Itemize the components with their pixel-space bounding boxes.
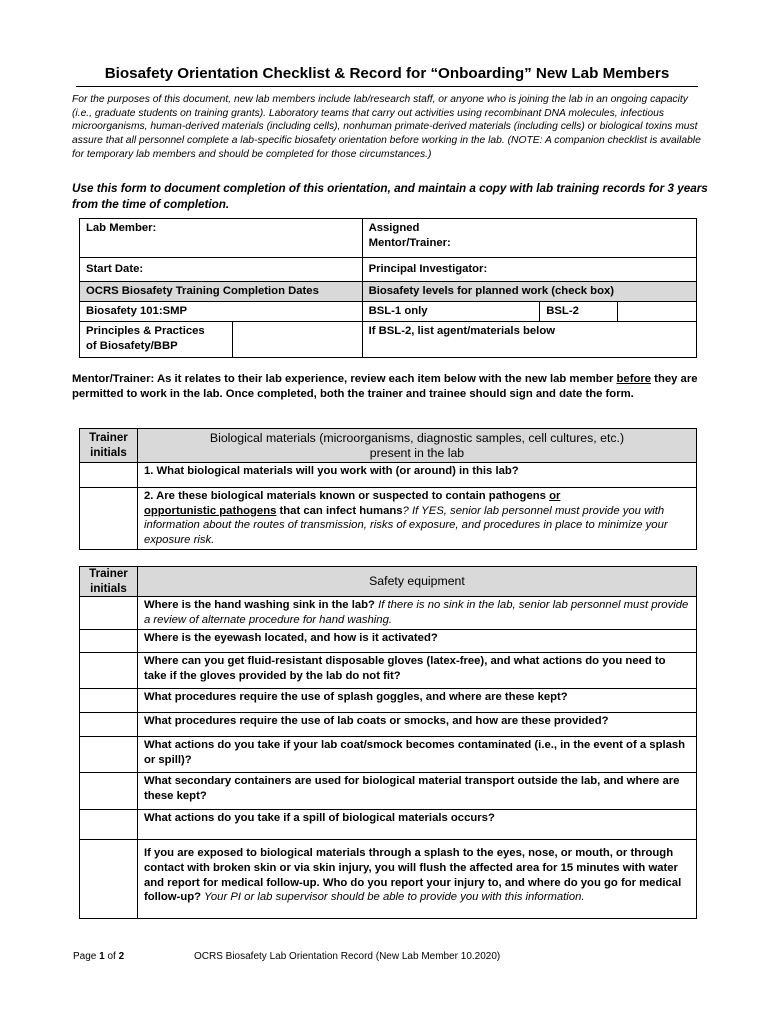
q-exposure-text: If you are exposed to biological materials through a splash to the eyes, nose, or mouth, or through contact with broken skin or via skin injury, you will flush the affected area for 15 minutes with water and report for medical follow-up. Who do you report your injury to, and where do you go for medical follow-up? (143, 847, 682, 904)
q2-text-b: opportunistic pathogens (143, 504, 277, 517)
assigned-mentor-label-line2: Mentor/Trainer: (368, 236, 451, 249)
lab-member-info-table (79, 218, 697, 358)
q-exposure-guidance: Your PI or lab supervisor should be able to provide you with this information. (201, 891, 585, 904)
initials-input[interactable] (80, 840, 138, 919)
bsl2-agents-label: If BSL-2, list agent/materials below (368, 325, 556, 337)
mentor-note-text: Mentor/Trainer: As it relates to their lab experience, review each item below with the new lab member (72, 373, 617, 385)
initials-header-text: initials (90, 581, 127, 595)
question-biological-materials: 1. What biological materials will you work with (or around) in this lab? (137, 463, 696, 488)
use-instructions: Use this form to document completion of this orientation, and maintain a copy with lab training records for 3 years from the time of completion. (72, 182, 708, 211)
lab-member-label: Lab Member: (86, 222, 157, 234)
trainer-initials-header (80, 567, 138, 597)
current-page: 1 (99, 951, 105, 962)
q-hand-washing-guidance: If there is no sink in the lab, senior lab personnel must provide a review of alternate procedure for hand washing. (143, 599, 689, 626)
bsl2-checkbox[interactable] (618, 302, 697, 322)
initials-input[interactable] (80, 689, 138, 713)
q2-guidance: ? If YES, senior lab personnel must provide you with information about the routes of transmission, risks of exposure, and procedures in place to minimize your exposure risk. (143, 504, 668, 546)
safety-equipment-table (79, 566, 697, 919)
initials-input[interactable] (80, 463, 138, 488)
question-secondary-containers: What secondary containers are used for biological material transport outside the lab, and where are these kept? (137, 773, 696, 810)
mentor-note-text-end: they are permitted to work in the lab. Once completed, both the trainer and trainee should sign and date the form. (72, 373, 698, 400)
biological-materials-header (137, 429, 696, 463)
page-number (73, 951, 124, 962)
intro-paragraph: For the purposes of this document, new lab members include lab/research staff, or anyone who is joining the lab in an ongoing capacity (i.e., graduate students on training grants). Laboratory teams that carry out activities using recombinant DNA molecules, infectious microorganisms, human-derived materials (including cells), nonhuman primate-derived materials (including cells) or biological toxins must assure that all personnel complete a lab-specific biosafety orientation before working in the lab. (NOTE: A companion checklist is available for temporary lab members and should be completed for those circumstances.) (72, 94, 701, 160)
biosafety-101-label: Biosafety 101:SMP (86, 305, 188, 317)
initials-input[interactable] (80, 597, 138, 630)
mentor-instructions (72, 372, 712, 401)
page-word: Page (73, 951, 97, 962)
total-pages: 2 (118, 951, 125, 962)
biosafety-101-field[interactable] (80, 302, 363, 322)
of-word: of (107, 951, 116, 962)
question-gloves: Where can you get fluid-resistant disposable gloves (latex-free), and what actions do you need to take if the gloves provided by the lab do not fit? (137, 653, 696, 689)
initials-input[interactable] (80, 630, 138, 653)
principal-investigator-field[interactable] (362, 258, 696, 282)
assigned-mentor-field[interactable] (362, 219, 696, 258)
principles-label: Principles & Practices (86, 325, 205, 337)
question-lab-coats: What procedures require the use of lab coats or smocks, and how are these provided? (137, 713, 696, 737)
question-eyewash: Where is the eyewash located, and how is it activated? (137, 630, 696, 653)
initials-input[interactable] (80, 488, 138, 550)
question-splash-goggles: What procedures require the use of splash goggles, and where are these kept? (137, 689, 696, 713)
question-contaminated-coat: What actions do you take if your lab coat/smock becomes contaminated (i.e., in the event of a splash or spill)? (137, 737, 696, 773)
document-footer-label: OCRS Biosafety Lab Orientation Record (New Lab Member 10.2020) (194, 951, 501, 962)
assigned-mentor-label: Assigned (368, 222, 420, 234)
document-title: Biosafety Orientation Checklist & Record for “Onboarding” New Lab Members (76, 65, 698, 87)
principles-row (80, 322, 363, 358)
principles-label-cell (80, 322, 232, 357)
lab-member-field[interactable] (80, 219, 363, 258)
principles-date-field[interactable] (232, 322, 362, 357)
question-hand-washing (137, 597, 696, 630)
mentor-note-emphasis: before (616, 373, 652, 385)
question-spill: What actions do you take if a spill of biological materials occurs? (137, 810, 696, 840)
initials-input[interactable] (80, 713, 138, 737)
principal-investigator-label: Principal Investigator: (368, 263, 488, 276)
question-pathogens (137, 488, 696, 550)
bsl2-label: BSL-2 (546, 305, 579, 317)
bsl1-label: BSL-1 only (368, 305, 428, 317)
section-title-line2: present in the lab (369, 445, 465, 460)
initials-input[interactable] (80, 653, 138, 689)
initials-input[interactable] (80, 810, 138, 840)
biological-materials-table (79, 428, 697, 550)
question-exposure (137, 840, 696, 919)
trainer-header-text: Trainer (89, 430, 128, 444)
initials-input[interactable] (80, 737, 138, 773)
bsl2-option[interactable] (540, 302, 618, 322)
section-title-line1: Biological materials (microorganisms, diagnostic samples, cell cultures, etc.) (209, 430, 625, 445)
ocrs-training-header: OCRS Biosafety Training Completion Dates (80, 282, 363, 302)
q-hand-washing-text: Where is the hand washing sink in the lab? (143, 599, 375, 612)
q2-text-a: 2. Are these biological materials known or suspected to contain pathogens (143, 490, 550, 502)
trainer-initials-header (80, 429, 138, 463)
q2-text-c: that can infect humans (276, 504, 403, 517)
bsl1-option[interactable] (362, 302, 540, 322)
safety-equipment-header: Safety equipment (137, 567, 696, 597)
q2-text-or: or (549, 490, 561, 502)
trainer-header-text: Trainer (89, 567, 128, 580)
principles-label-line2: of Biosafety/BBP (86, 339, 178, 352)
biosafety-levels-header: Biosafety levels for planned work (check box) (362, 282, 696, 302)
initials-input[interactable] (80, 773, 138, 810)
start-date-field[interactable] (80, 258, 363, 282)
initials-header-text: initials (90, 445, 127, 459)
bsl2-agents-field[interactable] (362, 322, 696, 358)
start-date-label: Start Date: (86, 263, 144, 276)
